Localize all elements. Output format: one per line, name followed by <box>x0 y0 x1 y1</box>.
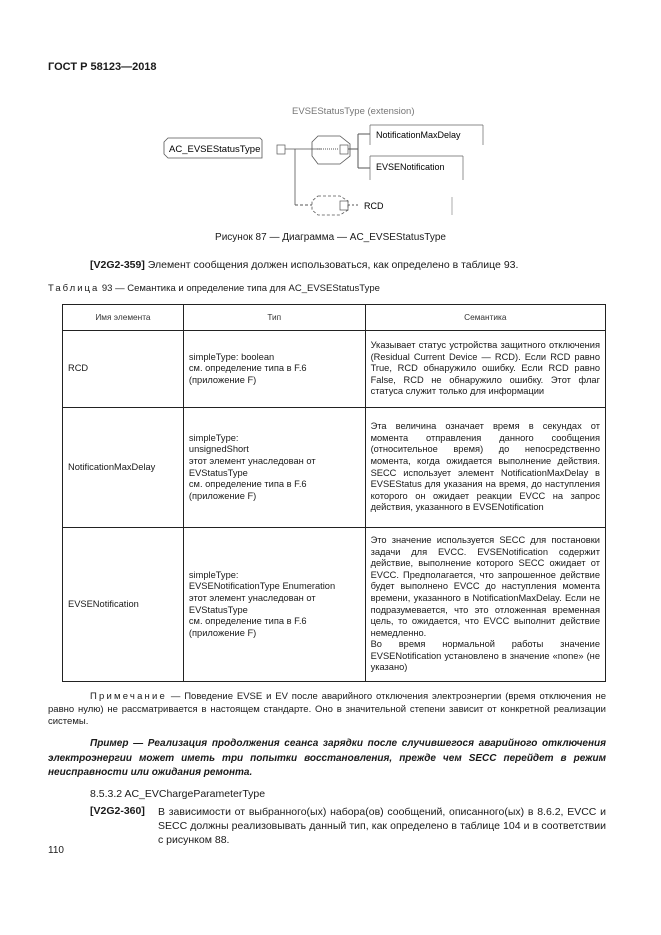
element-name: RCD <box>63 331 184 408</box>
column-header: Тип <box>183 305 365 331</box>
section-heading: 8.5.3.2 AC_EVChargeParameterType <box>90 788 266 800</box>
column-header: Имя элемента <box>63 305 184 331</box>
element-type: simpleType: boolean см. определение типа в F.6 (приложение F) <box>183 331 365 408</box>
requirement-id: [V2G2-359] <box>90 259 145 271</box>
diagram-element-notificationmaxdelay: NotificationMaxDelay <box>376 130 461 140</box>
requirement-359 <box>90 259 518 271</box>
column-header: Семантика <box>365 305 605 331</box>
optional-sequence-icon <box>312 196 348 215</box>
diagram-root: AC_EVSEStatusType <box>169 144 261 155</box>
element-type: simpleType: unsignedShort этот элемент унаследован от EVStatusType см. определение типа в F.6 (приложение F) <box>183 408 365 528</box>
element-semantics: Эта величина означает время в секундах от момента отправления данного сообщения (относительное время) до непосредственно момента, когда ожидается выполнение действия. SECC использует элемент NotificationMaxDelay в EVSEStatus для указания на время, до наступления которого он ожидает реакции EVCC на запрос действия, указанного в EVSENotification <box>365 408 605 528</box>
requirement-id: [V2G2-360] <box>90 805 145 817</box>
element-type: simpleType: EVSENotificationType Enumeration этот элемент унаследован от EVStatusType см. определение типа в F.6 (приложение F) <box>183 528 365 682</box>
table-header-row <box>63 305 606 331</box>
diagram-group-label: EVSEStatusType (extension) <box>292 106 415 117</box>
requirement-text: В зависимости от выбранного(ых) набора(ов) сообщений, описанного(ых) в 8.6.2, EVCC и SECC должны реализовывать данный тип, как определено в таблице 104 и в соответствии с рисунком 88. <box>158 806 606 846</box>
table-row <box>63 408 606 528</box>
sequence-compositor-icon <box>312 136 350 164</box>
figure-caption: Рисунок 87 — Диаграмма — AC_EVSEStatusType <box>215 232 446 243</box>
table-row <box>63 528 606 682</box>
page-number: 110 <box>48 845 64 856</box>
table-row <box>63 331 606 408</box>
table-caption-prefix: Таблица <box>48 283 100 294</box>
element-semantics: Это значение используется SECC для постановки задачи для EVCC. EVSENotification содержит действие, выполнение которого SECC ожидает от EVCC. Предполагается, что запрошенное действие будет выполнено EVCC до наступления момента времени, указанного в NotificationMaxDelay. Если не подразумевается, что это отложенная временная цель, то ожидается, что EVCC выполнит действие немедленно. Во время нормальной работы значение EVSENotification установлено в значение «none» (не указано) <box>365 528 605 682</box>
expand-icon <box>340 201 348 210</box>
element-semantics: Указывает статус устройства защитного отключения (Residual Current Device — RCD). Если RCD равно True, RCD обнаружило ошибку. Если RCD равно False, RCD не обнаружило ошибку. Этот флаг статуса служит только для информации <box>365 331 605 408</box>
note-prefix: Примечание <box>90 691 167 702</box>
document-header: ГОСТ Р 58123—2018 <box>48 61 157 73</box>
table-caption-text: 93 — Семантика и определение типа для AC_EVSEStatusType <box>99 283 380 294</box>
element-name: EVSENotification <box>63 528 184 682</box>
semantics-table <box>62 304 606 682</box>
note-text: — Поведение EVSE и EV после аварийного отключения электроэнергии (время отключения не равно нулю) не рассматривается в настоящем стандарте. Оно в значительной степени зависит от конкретной реализации системы. <box>48 691 606 727</box>
table-caption <box>48 283 380 294</box>
schema-diagram <box>150 100 490 225</box>
diagram-element-rcd: RCD <box>364 201 384 211</box>
expand-icon <box>340 145 348 154</box>
example: Пример — Реализация продолжения сеанса зарядки после случившегося аварийного отключения электроэнергии может иметь три попытки восстановления, прежде чем SECC перейдет в режим неисправности или ожидания ремонта. <box>48 738 606 778</box>
element-name: NotificationMaxDelay <box>63 408 184 528</box>
note <box>48 691 606 729</box>
expand-icon <box>277 145 285 154</box>
requirement-text: Элемент сообщения должен использоваться, как определено в таблице 93. <box>144 259 519 271</box>
diagram-element-evsenotification: EVSENotification <box>376 162 445 172</box>
